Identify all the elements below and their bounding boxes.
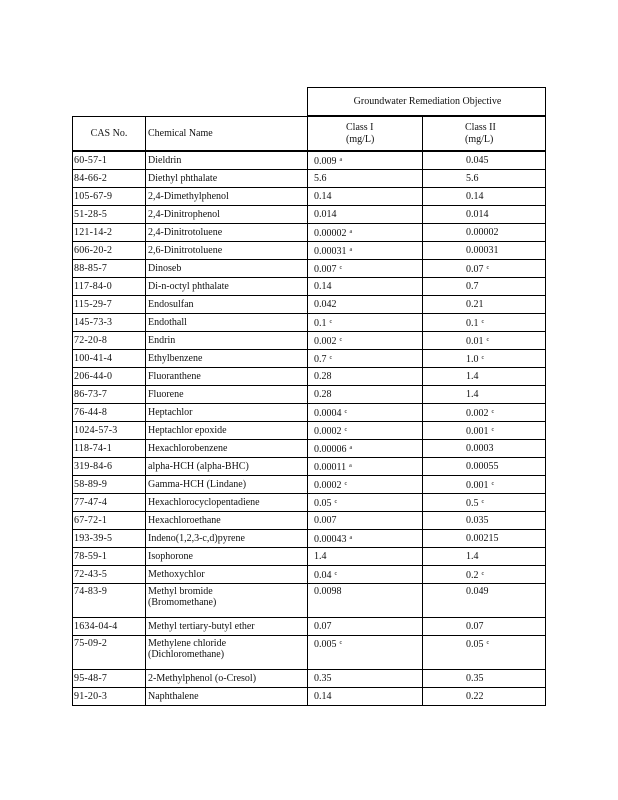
chemical-name-cell [146, 188, 308, 206]
chemical-name-text: Endrin [148, 335, 176, 346]
table-row [73, 296, 546, 314]
chemical-name-text: Indeno(1,2,3-c,d)pyrene [148, 533, 245, 544]
footnote-marker: c [334, 498, 338, 505]
chemical-name-text: Gamma-HCH (Lindane) [148, 479, 247, 490]
class-1-value: 0.00006 [314, 443, 347, 455]
cas-number-cell: 72-43-5 [73, 566, 146, 584]
chemical-name-cell [146, 260, 308, 278]
class-1-value: 0.05 [314, 497, 332, 509]
chemical-name-cell [146, 688, 308, 706]
chemical-name-cell [146, 242, 308, 260]
class-1-label: Class I [346, 121, 374, 133]
class-1-value-cell [308, 512, 423, 530]
class-2-value: 1.4 [466, 551, 479, 562]
cas-number-cell: 58-89-9 [73, 476, 146, 494]
class-2-value-cell [423, 422, 546, 440]
chemical-name-cell [146, 670, 308, 688]
class-1-value-cell [308, 206, 423, 224]
table-row [73, 530, 546, 548]
chemical-name-cell [146, 512, 308, 530]
class-1-value-cell [308, 458, 423, 476]
class-2-value-cell [423, 548, 546, 566]
class-1-value: 0.1 [314, 317, 327, 329]
class-1-value: 0.00002 [314, 227, 347, 239]
class-1-value-cell [308, 636, 423, 670]
cas-number-header: CAS No. [73, 116, 146, 151]
chemical-name-text: Methyl tertiary-butyl ether [148, 621, 255, 632]
chemical-name-cell [146, 170, 308, 188]
chemical-synonym-text: (Dichloromethane) [148, 649, 225, 660]
class-2-value-cell [423, 494, 546, 512]
table-row [73, 548, 546, 566]
chemical-name-cell [146, 458, 308, 476]
class-1-value: 0.002 [314, 335, 337, 347]
cas-number-cell: 145-73-3 [73, 314, 146, 332]
class-1-value-cell [308, 670, 423, 688]
cas-number-cell: 51-28-5 [73, 206, 146, 224]
class-1-value: 0.14 [314, 691, 332, 702]
cas-number-cell: 118-74-1 [73, 440, 146, 458]
class-2-value-cell [423, 618, 546, 636]
class-1-value-cell [308, 296, 423, 314]
class-1-value: 0.07 [314, 621, 332, 632]
class-1-value-cell [308, 422, 423, 440]
chemical-name-header: Chemical Name [146, 116, 308, 151]
class-1-unit: (mg/L) [346, 133, 375, 145]
class-2-value: 0.5 [466, 497, 479, 509]
class-2-value-cell [423, 224, 546, 242]
class-2-value-cell [423, 368, 546, 386]
cas-number-cell: 77-47-4 [73, 494, 146, 512]
class-1-value: 0.0098 [314, 586, 342, 597]
class-1-value-cell [308, 584, 423, 618]
class-2-value-cell [423, 584, 546, 618]
class-2-value: 0.7 [466, 281, 479, 292]
chemical-name-text: Heptachlor [148, 407, 193, 418]
table-row [73, 458, 546, 476]
class-2-value-cell [423, 350, 546, 368]
cas-number-cell: 319-84-6 [73, 458, 146, 476]
chemical-name-cell [146, 350, 308, 368]
chemical-name-cell [146, 332, 308, 350]
footnote-marker: c [339, 264, 343, 271]
class-2-value-cell [423, 566, 546, 584]
footnote-marker: a [349, 534, 353, 541]
class-1-value-cell [308, 386, 423, 404]
class-2-value-cell [423, 670, 546, 688]
class-2-value-cell [423, 404, 546, 422]
table-row [73, 636, 546, 670]
table-row [73, 688, 546, 706]
footnote-marker: c [481, 570, 485, 577]
cas-number-cell: 72-20-8 [73, 332, 146, 350]
class-1-value-cell [308, 242, 423, 260]
chemical-name-text: Endothall [148, 317, 187, 328]
chemical-name-text: Methyl bromide [148, 586, 213, 597]
class-2-value: 1.4 [466, 371, 479, 382]
groundwater-objective-header: Groundwater Remediation Objective [308, 88, 546, 117]
cas-number-cell: 84-66-2 [73, 170, 146, 188]
class-1-value-cell [308, 151, 423, 170]
table-row [73, 404, 546, 422]
footnote-marker: a [349, 246, 353, 253]
class-2-value: 0.07 [466, 263, 484, 275]
chemical-name-text: Fluoranthene [148, 371, 201, 382]
chemical-name-cell [146, 206, 308, 224]
class-1-value: 0.14 [314, 191, 332, 202]
table-row [73, 494, 546, 512]
chemical-name-text: alpha-HCH (alpha-BHC) [148, 461, 249, 472]
class-1-value-cell [308, 688, 423, 706]
cas-number-cell: 78-59-1 [73, 548, 146, 566]
chemical-name-cell [146, 314, 308, 332]
chemical-name-cell [146, 151, 308, 170]
table-row [73, 206, 546, 224]
class-2-value: 1.0 [466, 353, 479, 365]
class-2-value: 0.00002 [466, 227, 499, 238]
cas-number-cell: 121-14-2 [73, 224, 146, 242]
class-1-value-cell [308, 548, 423, 566]
cas-number-cell: 100-41-4 [73, 350, 146, 368]
cas-number-cell: 115-29-7 [73, 296, 146, 314]
table-body [73, 151, 546, 706]
chemical-name-text: Diethyl phthalate [148, 173, 218, 184]
table-row [73, 476, 546, 494]
class-1-value: 0.28 [314, 371, 332, 382]
cas-number-cell: 1634-04-4 [73, 618, 146, 636]
table-row [73, 242, 546, 260]
column-header-row [73, 116, 546, 151]
class-1-value-cell [308, 618, 423, 636]
chemical-name-text: Dieldrin [148, 155, 182, 166]
class-1-value: 0.00031 [314, 245, 347, 257]
cas-number-cell: 67-72-1 [73, 512, 146, 530]
footnote-marker: c [491, 426, 495, 433]
cas-number-cell: 95-48-7 [73, 670, 146, 688]
super-header-row [73, 88, 546, 117]
class-2-value-cell [423, 151, 546, 170]
footnote-marker: c [344, 426, 348, 433]
class-1-value-cell [308, 368, 423, 386]
chemical-name-text: Ethylbenzene [148, 353, 203, 364]
chemical-name-text: Naphthalene [148, 691, 199, 702]
chemical-name-cell [146, 386, 308, 404]
class-2-value: 0.07 [466, 621, 484, 632]
chemical-name-cell [146, 440, 308, 458]
table-row [73, 618, 546, 636]
chemical-name-text: Dinoseb [148, 263, 182, 274]
class-1-value: 0.0002 [314, 425, 342, 437]
class-2-value-cell [423, 314, 546, 332]
table-row [73, 584, 546, 618]
class-1-value-cell [308, 566, 423, 584]
class-2-value: 0.05 [466, 639, 484, 650]
footnote-marker: c [344, 408, 348, 415]
class-2-value: 1.4 [466, 389, 479, 400]
footnote-marker: c [339, 336, 343, 343]
class-2-value-cell [423, 278, 546, 296]
table-row [73, 151, 546, 170]
class-2-value: 0.22 [466, 691, 484, 702]
table-row [73, 422, 546, 440]
table-row [73, 278, 546, 296]
cas-number-cell: 105-67-9 [73, 188, 146, 206]
class-1-value: 0.007 [314, 515, 337, 526]
class-2-value-cell [423, 476, 546, 494]
chemical-name-cell [146, 422, 308, 440]
class-2-value-cell [423, 188, 546, 206]
cas-number-cell: 60-57-1 [73, 151, 146, 170]
table-row [73, 314, 546, 332]
class-1-header [308, 116, 423, 151]
chemical-name-text: Isophorone [148, 551, 193, 562]
class-1-value: 0.00043 [314, 533, 347, 545]
footnote-marker: c [486, 640, 490, 646]
class-2-value: 0.2 [466, 569, 479, 581]
chemical-name-text: Hexachlorobenzene [148, 443, 228, 454]
class-2-value-cell [423, 530, 546, 548]
class-2-value: 0.00055 [466, 461, 499, 472]
class-1-value: 0.007 [314, 263, 337, 275]
class-1-value: 1.4 [314, 551, 327, 562]
class-2-value: 0.014 [466, 209, 489, 220]
class-2-value: 0.35 [466, 673, 484, 684]
table-row [73, 332, 546, 350]
class-1-value: 0.0004 [314, 407, 342, 419]
class-1-value: 0.04 [314, 569, 332, 581]
class-2-value: 0.01 [466, 335, 484, 347]
class-2-value-cell [423, 170, 546, 188]
class-1-value: 5.6 [314, 173, 327, 184]
chemical-name-text: 2,4-Dinitrotoluene [148, 227, 223, 238]
table-row [73, 188, 546, 206]
chemical-name-cell [146, 476, 308, 494]
class-1-value: 0.0002 [314, 479, 342, 491]
footnote-marker: a [349, 228, 353, 235]
chemical-name-cell [146, 584, 308, 618]
class-1-value-cell [308, 494, 423, 512]
chemical-synonym-text: (Bromomethane) [148, 597, 217, 608]
table-row [73, 170, 546, 188]
chemical-name-text: 2,4-Dinitrophenol [148, 209, 220, 220]
class-1-value-cell [308, 170, 423, 188]
table-row [73, 566, 546, 584]
class-1-value: 0.14 [314, 281, 332, 292]
remediation-table-page [72, 87, 545, 706]
table-row [73, 512, 546, 530]
class-1-value: 0.014 [314, 209, 337, 220]
cas-number-cell: 75-09-2 [73, 636, 146, 670]
table-row [73, 386, 546, 404]
chemical-name-cell [146, 494, 308, 512]
remediation-objectives-table [72, 87, 546, 706]
class-2-value-cell [423, 242, 546, 260]
class-2-value-cell [423, 332, 546, 350]
class-2-value-cell [423, 636, 546, 670]
footnote-marker: c [334, 570, 338, 577]
cas-number-cell: 86-73-7 [73, 386, 146, 404]
class-1-value: 0.35 [314, 673, 332, 684]
chemical-name-text: Fluorene [148, 389, 184, 400]
class-1-value: 0.00011 [314, 461, 347, 473]
class-2-value: 0.1 [466, 317, 479, 329]
class-1-value: 0.7 [314, 353, 327, 365]
class-2-value-cell [423, 440, 546, 458]
class-1-value: 0.28 [314, 389, 332, 400]
cas-number-cell: 206-44-0 [73, 368, 146, 386]
cas-number-cell: 76-44-8 [73, 404, 146, 422]
class-2-value: 0.001 [466, 425, 489, 437]
class-2-value-cell [423, 512, 546, 530]
class-1-value: 0.009 [314, 155, 337, 167]
class-1-value-cell [308, 350, 423, 368]
class-1-value-cell [308, 188, 423, 206]
table-row [73, 350, 546, 368]
chemical-name-cell [146, 636, 308, 670]
class-1-value-cell [308, 224, 423, 242]
cas-number-cell: 117-84-0 [73, 278, 146, 296]
chemical-name-cell [146, 278, 308, 296]
chemical-name-cell [146, 404, 308, 422]
chemical-name-cell [146, 618, 308, 636]
cas-number-cell: 1024-57-3 [73, 422, 146, 440]
cas-number-cell: 88-85-7 [73, 260, 146, 278]
chemical-name-text: Hexachloroethane [148, 515, 221, 526]
footnote-marker: a [349, 462, 352, 469]
cas-number-cell: 606-20-2 [73, 242, 146, 260]
class-1-value-cell [308, 404, 423, 422]
chemical-name-text: 2-Methylphenol (o-Cresol) [148, 673, 257, 684]
footnote-marker: c [481, 318, 485, 325]
chemical-name-cell [146, 296, 308, 314]
class-2-value: 0.001 [466, 479, 489, 491]
footnote-marker: c [329, 354, 333, 361]
footnote-marker: c [486, 264, 490, 271]
class-2-value: 0.14 [466, 191, 484, 202]
class-1-value-cell [308, 476, 423, 494]
class-2-value: 0.00031 [466, 245, 499, 256]
class-1-value-cell [308, 332, 423, 350]
class-1-value-cell [308, 278, 423, 296]
table-row [73, 368, 546, 386]
cas-number-cell: 193-39-5 [73, 530, 146, 548]
footnote-marker: a [339, 156, 343, 163]
footnote-marker: a [349, 444, 353, 451]
class-2-value: 0.045 [466, 155, 489, 166]
chemical-name-text: Endosulfan [148, 299, 194, 310]
class-1-value-cell [308, 530, 423, 548]
footnote-marker: c [339, 640, 343, 646]
class-2-value: 0.21 [466, 299, 484, 310]
class-1-value-cell [308, 440, 423, 458]
class-1-value-cell [308, 314, 423, 332]
chemical-name-text: Methoxychlor [148, 569, 205, 580]
class-2-value: 0.035 [466, 515, 489, 526]
chemical-name-cell [146, 368, 308, 386]
cas-number-cell: 74-83-9 [73, 584, 146, 618]
class-2-header [423, 116, 546, 151]
class-2-value-cell [423, 296, 546, 314]
class-2-value-cell [423, 386, 546, 404]
table-row [73, 260, 546, 278]
chemical-name-text: Di-n-octyl phthalate [148, 281, 229, 292]
class-1-value: 0.005 [314, 639, 337, 650]
footnote-marker: c [329, 318, 333, 325]
chemical-name-cell [146, 224, 308, 242]
class-2-value-cell [423, 458, 546, 476]
footnote-marker: c [491, 480, 495, 487]
chemical-name-text: 2,4-Dimethylphenol [148, 191, 229, 202]
footnote-marker: c [491, 408, 495, 415]
class-2-value: 0.002 [466, 407, 489, 419]
class-2-value-cell [423, 206, 546, 224]
class-1-value: 0.042 [314, 299, 337, 310]
chemical-name-text: Hexachlorocyclopentadiene [148, 497, 260, 508]
class-1-value-cell [308, 260, 423, 278]
chemical-name-cell [146, 548, 308, 566]
class-2-unit: (mg/L) [465, 133, 494, 145]
table-row [73, 440, 546, 458]
footnote-marker: c [481, 498, 485, 505]
class-2-value: 0.00215 [466, 533, 499, 544]
footnote-marker: c [481, 354, 485, 361]
chemical-name-text: Methylene chloride [148, 638, 227, 649]
class-2-value: 5.6 [466, 173, 479, 184]
chemical-name-cell [146, 530, 308, 548]
cas-number-cell: 91-20-3 [73, 688, 146, 706]
chemical-name-text: Heptachlor epoxide [148, 425, 227, 436]
class-2-value-cell [423, 260, 546, 278]
footnote-marker: c [486, 336, 490, 343]
class-2-value: 0.049 [466, 586, 489, 597]
chemical-name-text: 2,6-Dinitrotoluene [148, 245, 223, 256]
class-2-value-cell [423, 688, 546, 706]
table-row [73, 224, 546, 242]
class-2-value: 0.0003 [466, 443, 494, 454]
chemical-name-cell [146, 566, 308, 584]
table-row [73, 670, 546, 688]
footnote-marker: c [344, 480, 348, 487]
class-2-label: Class II [465, 121, 496, 133]
